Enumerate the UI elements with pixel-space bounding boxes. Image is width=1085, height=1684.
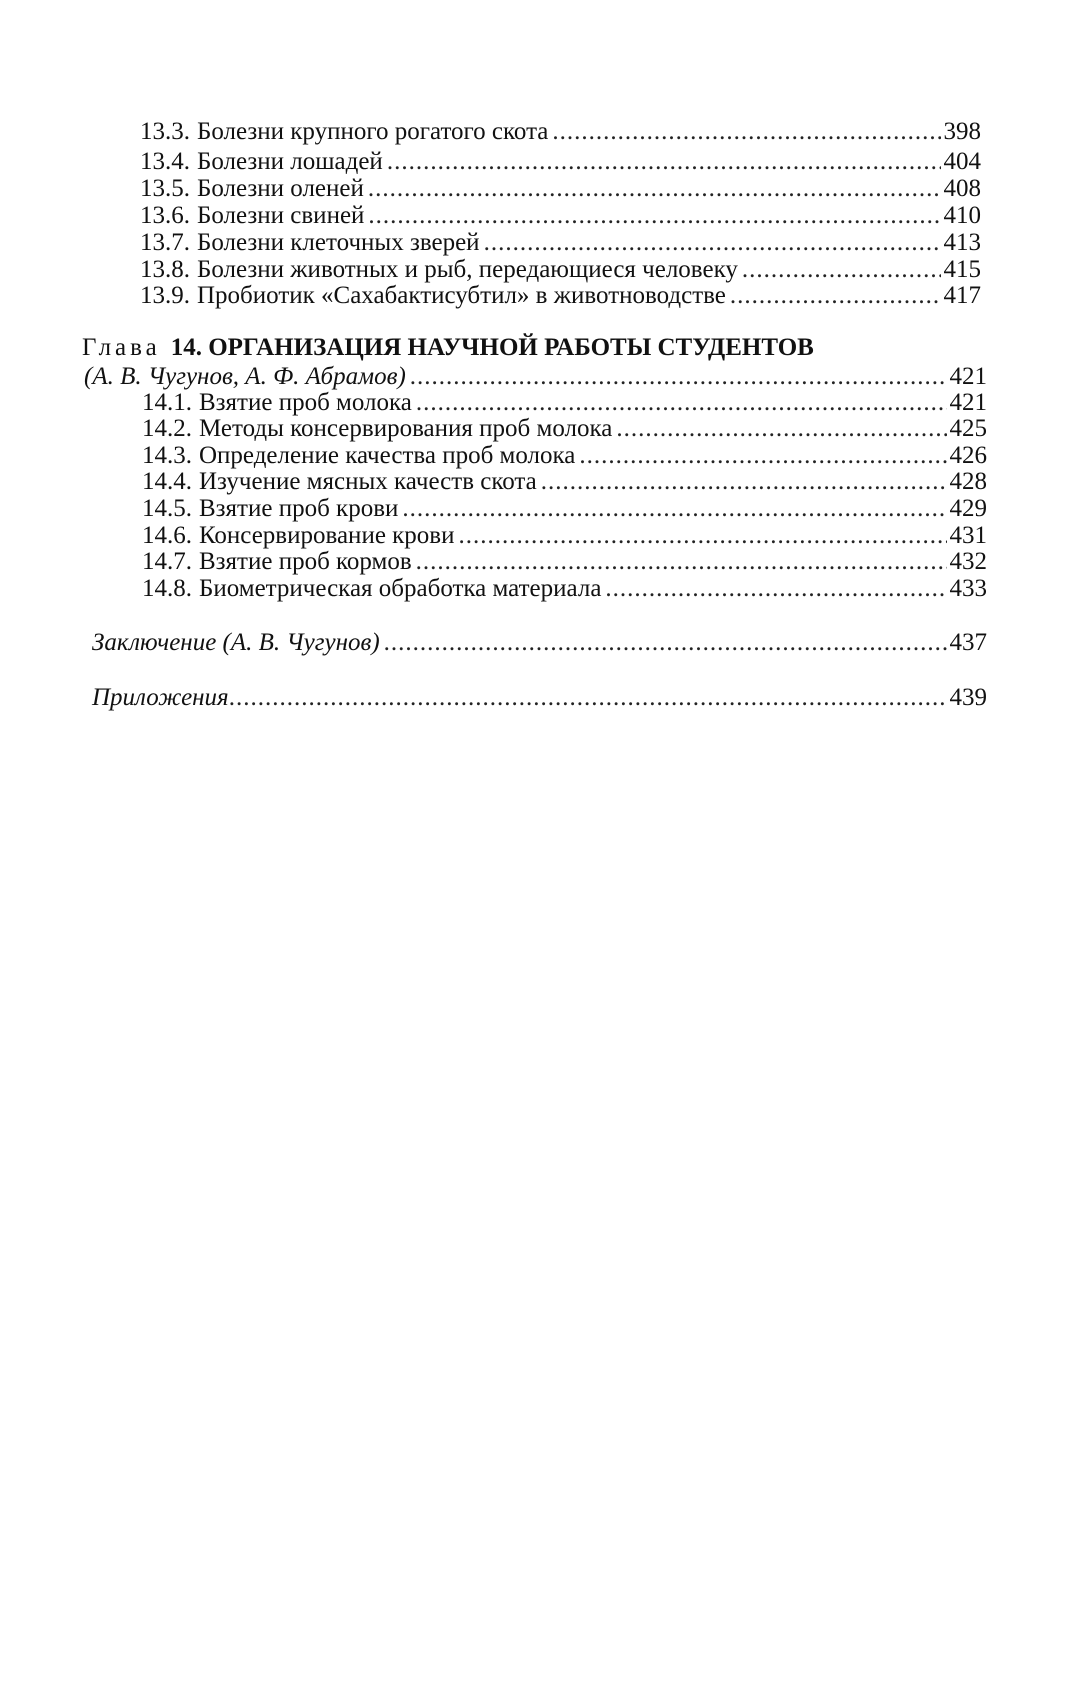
toc-entry <box>140 147 981 177</box>
entry-title: Биометрическая обработка материала <box>199 575 602 602</box>
entry-number: 14.4. <box>142 468 192 495</box>
entry-page-number: 410 <box>943 202 981 229</box>
entry-page-number: 404 <box>943 148 981 175</box>
entry-number: 13.6. <box>140 202 190 229</box>
entry-title: Взятие проб кормов <box>199 548 412 575</box>
dot-leader <box>605 574 946 604</box>
dot-leader <box>387 147 941 177</box>
entry-title: Болезни свиней <box>197 202 365 229</box>
dot-leader <box>402 494 946 524</box>
dot-leader <box>229 683 947 713</box>
chapter-authors: (А. В. Чугунов, А. Ф. Абрамов) <box>84 363 406 390</box>
chapter-heading <box>82 333 814 363</box>
entry-page-number: 425 <box>949 415 987 442</box>
entry-title: Болезни крупного рогатого скота <box>197 118 549 145</box>
entry-number: 13.8. <box>140 256 190 283</box>
dot-leader <box>384 628 947 658</box>
chapter-label: Глава <box>82 334 161 361</box>
entry-title: Болезни оленей <box>197 175 364 202</box>
appendices-title: Приложения <box>92 684 229 711</box>
entry-number: 14.7. <box>142 548 192 575</box>
entry-page-number: 429 <box>949 495 987 522</box>
entry-number: 13.9. <box>140 282 190 309</box>
entry-title: Взятие проб крови <box>199 495 399 522</box>
entry-title: Болезни лошадей <box>197 148 383 175</box>
dot-leader <box>730 281 941 311</box>
dot-leader <box>484 228 941 258</box>
entry-number: 14.1. <box>142 389 192 416</box>
dot-leader <box>368 201 940 231</box>
conclusion-entry <box>92 628 987 658</box>
entry-title: Болезни клеточных зверей <box>197 229 480 256</box>
entry-page-number: 432 <box>949 548 987 575</box>
entry-page-number: 428 <box>949 468 987 495</box>
toc-entry <box>140 228 981 258</box>
entry-number: 13.3. <box>140 118 190 145</box>
toc-entry <box>142 467 987 497</box>
entry-page-number: 415 <box>943 256 981 283</box>
entry-page-number: 439 <box>949 684 987 711</box>
entry-title: Консервирование крови <box>199 522 455 549</box>
entry-page-number: 433 <box>949 575 987 602</box>
entry-title: Взятие проб молока <box>199 389 412 416</box>
entry-title: Методы консервирования проб молока <box>199 415 613 442</box>
toc-entry <box>142 547 987 577</box>
entry-title: Определение качества проб молока <box>199 442 576 469</box>
entry-page-number: 421 <box>949 363 987 390</box>
toc-entry <box>142 494 987 524</box>
dot-leader <box>616 414 946 444</box>
conclusion-title: Заключение (А. В. Чугунов) <box>92 629 380 656</box>
entry-page-number: 421 <box>949 389 987 416</box>
toc-entry <box>140 174 981 204</box>
entry-page-number: 413 <box>943 229 981 256</box>
entry-number: 13.7. <box>140 229 190 256</box>
toc-entry <box>142 414 987 444</box>
dot-leader <box>552 117 940 147</box>
entry-number: 13.4. <box>140 148 190 175</box>
entry-page-number: 398 <box>943 118 981 145</box>
entry-number: 14.2. <box>142 415 192 442</box>
entry-title: Изучение мясных качеств скота <box>199 468 537 495</box>
entry-page-number: 431 <box>949 522 987 549</box>
entry-number: 14.5. <box>142 495 192 522</box>
dot-leader <box>416 547 947 577</box>
entry-page-number: 417 <box>943 282 981 309</box>
dot-leader <box>541 467 947 497</box>
entry-page-number: 437 <box>949 629 987 656</box>
entry-page-number: 408 <box>943 175 981 202</box>
entry-number: 14.6. <box>142 522 192 549</box>
toc-entry <box>140 117 981 147</box>
chapter-title: 14. ОРГАНИЗАЦИЯ НАУЧНОЙ РАБОТЫ СТУДЕНТОВ <box>170 334 814 361</box>
dot-leader <box>368 174 941 204</box>
entry-number: 14.8. <box>142 575 192 602</box>
entry-title: Болезни животных и рыб, передающиеся человеку <box>197 256 738 283</box>
entry-page-number: 426 <box>949 442 987 469</box>
appendices-entry <box>92 683 987 713</box>
toc-entry <box>140 281 981 311</box>
entry-number: 13.5. <box>140 175 190 202</box>
entry-number: 14.3. <box>142 442 192 469</box>
toc-entry <box>142 574 987 604</box>
toc-entry <box>140 201 981 231</box>
entry-title: Пробиотик «Сахабактисубтил» в животноводстве <box>197 282 726 309</box>
